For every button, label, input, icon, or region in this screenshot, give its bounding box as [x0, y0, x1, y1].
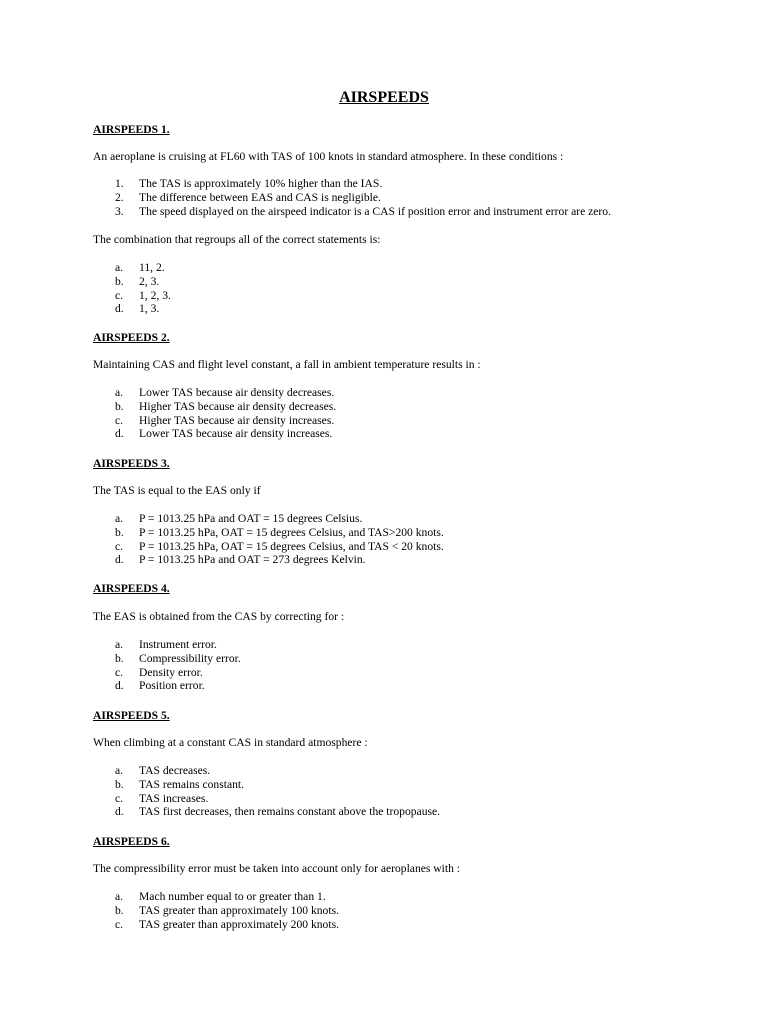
statement-marker: 2.	[115, 190, 124, 204]
question-heading: AIRSPEEDS 5.	[93, 709, 170, 722]
question-heading: AIRSPEEDS 3.	[93, 457, 170, 470]
option-marker: c.	[115, 791, 124, 805]
question-heading: AIRSPEEDS 6.	[93, 835, 170, 848]
option-text: Mach number equal to or greater than 1.	[139, 890, 326, 903]
question-stem: An aeroplane is cruising at FL60 with TAS of 100 knots in standard atmosphere. In these conditions :	[93, 150, 564, 163]
option-text: 11, 2.	[139, 261, 165, 274]
option-text: 1, 3.	[139, 302, 160, 316]
option-text: TAS decreases.	[139, 764, 211, 777]
option-marker: a.	[115, 512, 124, 525]
option-marker: d.	[115, 427, 124, 441]
question-heading: AIRSPEEDS 1.	[93, 123, 170, 136]
question-stem: Maintaining CAS and flight level constant, a fall in ambient temperature results in :	[93, 358, 481, 371]
statement-text: The speed displayed on the airspeed indicator is a CAS if position error and instrument error are zero.	[139, 204, 611, 218]
question-stem: The TAS is equal to the EAS only if	[93, 484, 261, 497]
option-marker: b.	[115, 903, 124, 917]
option-marker: c.	[115, 288, 124, 302]
option-marker: c.	[115, 917, 124, 931]
option-marker: d.	[115, 553, 124, 567]
document-title: AIRSPEEDS	[339, 89, 429, 106]
question-stem: The EAS is obtained from the CAS by correcting for :	[93, 610, 345, 623]
option-marker: b.	[115, 777, 124, 791]
option-marker: c.	[115, 665, 124, 679]
option-marker: c.	[115, 539, 124, 553]
option-marker: d.	[115, 805, 124, 819]
option-text: TAS remains constant.	[139, 777, 245, 791]
option-text: TAS increases.	[139, 791, 209, 805]
question-stem: When climbing at a constant CAS in standard atmosphere :	[93, 736, 368, 749]
option-text: Instrument error.	[139, 638, 217, 651]
question-heading: AIRSPEEDS 4.	[93, 582, 170, 595]
option-marker: b.	[115, 274, 124, 288]
option-text: Higher TAS because air density increases.	[139, 413, 335, 427]
statement-text: The TAS is approximately 10% higher than the IAS.	[139, 177, 383, 190]
option-marker: a.	[115, 261, 124, 274]
option-text: Lower TAS because air density decreases.	[139, 386, 335, 399]
option-text: TAS first decreases, then remains constant above the tropopause.	[139, 805, 441, 819]
statement-text: The difference between EAS and CAS is negligible.	[139, 190, 381, 204]
option-text: Compressibility error.	[139, 651, 241, 665]
option-marker: d.	[115, 302, 124, 316]
option-marker: d.	[115, 679, 124, 693]
option-marker: a.	[115, 638, 124, 651]
option-marker: b.	[115, 399, 124, 413]
option-text: TAS greater than approximately 100 knots.	[139, 903, 339, 917]
option-text: P = 1013.25 hPa, OAT = 15 degrees Celsius, and TAS>200 knots.	[139, 525, 444, 539]
statement-marker: 1.	[115, 177, 124, 190]
option-text: Higher TAS because air density decreases.	[139, 399, 337, 413]
statement-marker: 3.	[115, 204, 124, 218]
option-marker: b.	[115, 525, 124, 539]
option-text: P = 1013.25 hPa, OAT = 15 degrees Celsius, and TAS < 20 knots.	[139, 539, 444, 553]
question-prompt: The combination that regroups all of the correct statements is:	[93, 233, 381, 246]
option-text: P = 1013.25 hPa and OAT = 273 degrees Kelvin.	[139, 553, 366, 567]
option-text: 2, 3.	[139, 274, 160, 288]
option-marker: c.	[115, 413, 124, 427]
option-text: Lower TAS because air density increases.	[139, 427, 333, 441]
option-text: TAS greater than approximately 200 knots.	[139, 917, 339, 931]
option-marker: b.	[115, 651, 124, 665]
option-text: Position error.	[139, 679, 205, 693]
question-stem: The compressibility error must be taken into account only for aeroplanes with :	[93, 862, 461, 875]
option-marker: a.	[115, 764, 124, 777]
option-text: Density error.	[139, 665, 203, 679]
option-marker: a.	[115, 386, 124, 399]
option-text: P = 1013.25 hPa and OAT = 15 degrees Celsius.	[139, 512, 363, 525]
question-heading: AIRSPEEDS 2.	[93, 331, 170, 344]
option-marker: a.	[115, 890, 124, 903]
option-text: 1, 2, 3.	[139, 288, 171, 302]
